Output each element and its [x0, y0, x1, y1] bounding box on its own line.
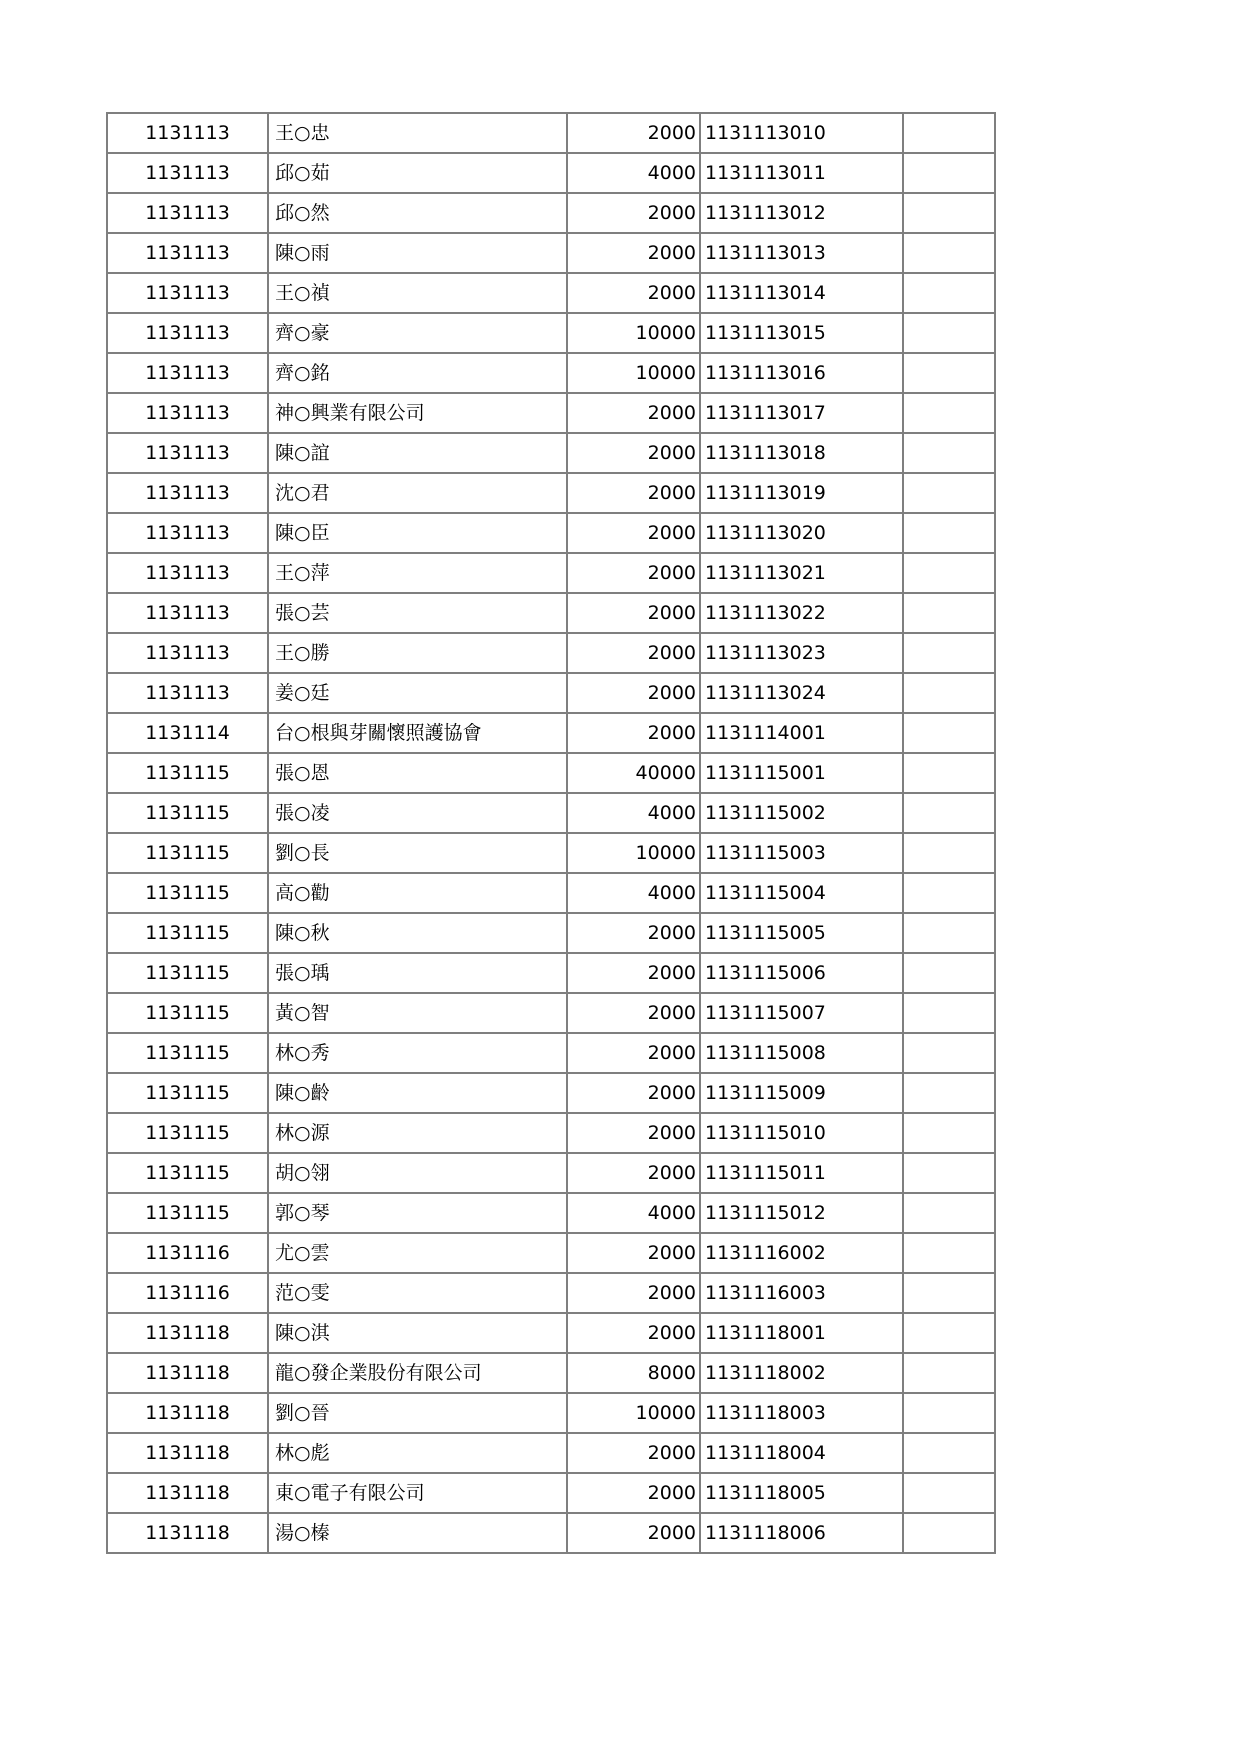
note-cell	[903, 1073, 995, 1113]
table-row	[107, 593, 995, 633]
donor-name-cell: 張○瑀	[268, 953, 567, 993]
donor-name-cell: 神○興業有限公司	[268, 393, 567, 433]
table-row	[107, 913, 995, 953]
receipt-number-cell: 1131115005	[700, 913, 903, 953]
note-cell	[903, 1153, 995, 1193]
table-row	[107, 633, 995, 673]
receipt-number-cell: 1131115012	[700, 1193, 903, 1233]
amount-cell: 4000	[567, 873, 700, 913]
amount-cell: 8000	[567, 1353, 700, 1393]
table-row	[107, 1353, 995, 1393]
note-cell	[903, 993, 995, 1033]
receipt-number-cell: 1131113024	[700, 673, 903, 713]
date-cell: 1131115	[107, 1153, 268, 1193]
date-cell: 1131113	[107, 193, 268, 233]
receipt-number-cell: 1131116003	[700, 1273, 903, 1313]
receipt-number-cell: 1131113013	[700, 233, 903, 273]
receipt-number-cell: 1131118002	[700, 1353, 903, 1393]
donor-name-cell: 陳○秋	[268, 913, 567, 953]
amount-cell: 2000	[567, 513, 700, 553]
date-cell: 1131115	[107, 913, 268, 953]
date-cell: 1131113	[107, 393, 268, 433]
donor-name-cell: 邱○然	[268, 193, 567, 233]
receipt-number-cell: 1131115007	[700, 993, 903, 1033]
donor-name-cell: 林○秀	[268, 1033, 567, 1073]
receipt-number-cell: 1131118003	[700, 1393, 903, 1433]
table-row	[107, 1473, 995, 1513]
table-row	[107, 993, 995, 1033]
table-row	[107, 1153, 995, 1193]
amount-cell: 2000	[567, 1273, 700, 1313]
date-cell: 1131118	[107, 1393, 268, 1433]
receipt-number-cell: 1131113010	[700, 113, 903, 153]
amount-cell: 2000	[567, 1473, 700, 1513]
donor-name-cell: 林○彪	[268, 1433, 567, 1473]
amount-cell: 2000	[567, 633, 700, 673]
receipt-number-cell: 1131113011	[700, 153, 903, 193]
donor-name-cell: 湯○榛	[268, 1513, 567, 1553]
donor-name-cell: 張○芸	[268, 593, 567, 633]
donor-name-cell: 陳○淇	[268, 1313, 567, 1353]
receipt-number-cell: 1131113022	[700, 593, 903, 633]
note-cell	[903, 753, 995, 793]
receipt-number-cell: 1131115008	[700, 1033, 903, 1073]
donor-name-cell: 沈○君	[268, 473, 567, 513]
note-cell	[903, 273, 995, 313]
table-row	[107, 1073, 995, 1113]
date-cell: 1131113	[107, 633, 268, 673]
table-row	[107, 1393, 995, 1433]
amount-cell: 2000	[567, 553, 700, 593]
note-cell	[903, 1433, 995, 1473]
donor-name-cell: 王○萍	[268, 553, 567, 593]
amount-cell: 4000	[567, 793, 700, 833]
amount-cell: 2000	[567, 1233, 700, 1273]
receipt-number-cell: 1131118001	[700, 1313, 903, 1353]
note-cell	[903, 233, 995, 273]
note-cell	[903, 1513, 995, 1553]
table-row	[107, 833, 995, 873]
receipt-number-cell: 1131118006	[700, 1513, 903, 1553]
note-cell	[903, 913, 995, 953]
note-cell	[903, 593, 995, 633]
receipt-number-cell: 1131115006	[700, 953, 903, 993]
date-cell: 1131113	[107, 433, 268, 473]
note-cell	[903, 1393, 995, 1433]
date-cell: 1131113	[107, 233, 268, 273]
note-cell	[903, 1473, 995, 1513]
table-row	[107, 273, 995, 313]
amount-cell: 2000	[567, 1033, 700, 1073]
amount-cell: 10000	[567, 833, 700, 873]
date-cell: 1131115	[107, 793, 268, 833]
date-cell: 1131113	[107, 593, 268, 633]
amount-cell: 2000	[567, 1153, 700, 1193]
table-row	[107, 953, 995, 993]
table-row	[107, 753, 995, 793]
amount-cell: 4000	[567, 1193, 700, 1233]
donor-name-cell: 黃○智	[268, 993, 567, 1033]
note-cell	[903, 833, 995, 873]
amount-cell: 2000	[567, 1313, 700, 1353]
note-cell	[903, 1273, 995, 1313]
note-cell	[903, 193, 995, 233]
date-cell: 1131118	[107, 1433, 268, 1473]
donor-name-cell: 陳○雨	[268, 233, 567, 273]
note-cell	[903, 153, 995, 193]
table-row	[107, 793, 995, 833]
amount-cell: 2000	[567, 913, 700, 953]
date-cell: 1131115	[107, 833, 268, 873]
donor-name-cell: 東○電子有限公司	[268, 1473, 567, 1513]
amount-cell: 10000	[567, 1393, 700, 1433]
note-cell	[903, 313, 995, 353]
donor-name-cell: 邱○茹	[268, 153, 567, 193]
date-cell: 1131118	[107, 1353, 268, 1393]
date-cell: 1131113	[107, 513, 268, 553]
amount-cell: 4000	[567, 153, 700, 193]
donor-name-cell: 陳○齡	[268, 1073, 567, 1113]
table-row	[107, 713, 995, 753]
receipt-number-cell: 1131113023	[700, 633, 903, 673]
date-cell: 1131113	[107, 153, 268, 193]
donor-name-cell: 林○源	[268, 1113, 567, 1153]
table-row	[107, 233, 995, 273]
amount-cell: 10000	[567, 313, 700, 353]
date-cell: 1131113	[107, 673, 268, 713]
table-row	[107, 553, 995, 593]
note-cell	[903, 553, 995, 593]
date-cell: 1131113	[107, 553, 268, 593]
amount-cell: 2000	[567, 1433, 700, 1473]
donor-name-cell: 王○勝	[268, 633, 567, 673]
receipt-number-cell: 1131113019	[700, 473, 903, 513]
donor-name-cell: 張○凌	[268, 793, 567, 833]
receipt-number-cell: 1131115010	[700, 1113, 903, 1153]
amount-cell: 2000	[567, 193, 700, 233]
donor-name-cell: 王○禎	[268, 273, 567, 313]
receipt-number-cell: 1131113015	[700, 313, 903, 353]
date-cell: 1131113	[107, 273, 268, 313]
amount-cell: 2000	[567, 273, 700, 313]
receipt-number-cell: 1131113012	[700, 193, 903, 233]
receipt-number-cell: 1131116002	[700, 1233, 903, 1273]
table-row	[107, 353, 995, 393]
table-row	[107, 393, 995, 433]
table-row	[107, 873, 995, 913]
table-row	[107, 153, 995, 193]
date-cell: 1131115	[107, 953, 268, 993]
donor-name-cell: 姜○廷	[268, 673, 567, 713]
receipt-number-cell: 1131115009	[700, 1073, 903, 1113]
amount-cell: 2000	[567, 393, 700, 433]
amount-cell: 2000	[567, 433, 700, 473]
amount-cell: 40000	[567, 753, 700, 793]
donor-name-cell: 台○根與芽關懷照護協會	[268, 713, 567, 753]
receipt-number-cell: 1131113014	[700, 273, 903, 313]
donation-table	[106, 112, 996, 1554]
date-cell: 1131116	[107, 1233, 268, 1273]
note-cell	[903, 1033, 995, 1073]
note-cell	[903, 513, 995, 553]
table-row	[107, 473, 995, 513]
note-cell	[903, 713, 995, 753]
receipt-number-cell: 1131115003	[700, 833, 903, 873]
table-row	[107, 1513, 995, 1553]
table-row	[107, 513, 995, 553]
receipt-number-cell: 1131113017	[700, 393, 903, 433]
donor-name-cell: 胡○翎	[268, 1153, 567, 1193]
note-cell	[903, 1313, 995, 1353]
amount-cell: 2000	[567, 473, 700, 513]
receipt-number-cell: 1131113018	[700, 433, 903, 473]
note-cell	[903, 1193, 995, 1233]
amount-cell: 2000	[567, 1513, 700, 1553]
table-row	[107, 433, 995, 473]
donor-name-cell: 郭○琴	[268, 1193, 567, 1233]
note-cell	[903, 633, 995, 673]
note-cell	[903, 793, 995, 833]
table-row	[107, 673, 995, 713]
donor-name-cell: 齊○銘	[268, 353, 567, 393]
table-row	[107, 193, 995, 233]
donor-name-cell: 齊○豪	[268, 313, 567, 353]
table-row	[107, 1193, 995, 1233]
note-cell	[903, 873, 995, 913]
donor-name-cell: 陳○臣	[268, 513, 567, 553]
amount-cell: 10000	[567, 353, 700, 393]
date-cell: 1131118	[107, 1313, 268, 1353]
amount-cell: 2000	[567, 993, 700, 1033]
date-cell: 1131115	[107, 993, 268, 1033]
note-cell	[903, 1353, 995, 1393]
receipt-number-cell: 1131115011	[700, 1153, 903, 1193]
table-row	[107, 1113, 995, 1153]
donor-name-cell: 高○勸	[268, 873, 567, 913]
receipt-number-cell: 1131113021	[700, 553, 903, 593]
table-row	[107, 113, 995, 153]
amount-cell: 2000	[567, 713, 700, 753]
note-cell	[903, 113, 995, 153]
date-cell: 1131113	[107, 473, 268, 513]
note-cell	[903, 433, 995, 473]
donor-name-cell: 劉○長	[268, 833, 567, 873]
receipt-number-cell: 1131115004	[700, 873, 903, 913]
date-cell: 1131113	[107, 353, 268, 393]
receipt-number-cell: 1131113020	[700, 513, 903, 553]
date-cell: 1131116	[107, 1273, 268, 1313]
receipt-number-cell: 1131115001	[700, 753, 903, 793]
donor-name-cell: 陳○誼	[268, 433, 567, 473]
donor-name-cell: 劉○晉	[268, 1393, 567, 1433]
date-cell: 1131115	[107, 1113, 268, 1153]
date-cell: 1131115	[107, 1193, 268, 1233]
table-row	[107, 1433, 995, 1473]
date-cell: 1131115	[107, 753, 268, 793]
amount-cell: 2000	[567, 113, 700, 153]
date-cell: 1131115	[107, 1033, 268, 1073]
date-cell: 1131118	[107, 1513, 268, 1553]
date-cell: 1131114	[107, 713, 268, 753]
table-row	[107, 1273, 995, 1313]
amount-cell: 2000	[567, 673, 700, 713]
note-cell	[903, 353, 995, 393]
table-row	[107, 1233, 995, 1273]
amount-cell: 2000	[567, 1113, 700, 1153]
note-cell	[903, 393, 995, 433]
donor-name-cell: 尤○雲	[268, 1233, 567, 1273]
table-body	[107, 113, 995, 1553]
note-cell	[903, 1233, 995, 1273]
amount-cell: 2000	[567, 953, 700, 993]
date-cell: 1131113	[107, 313, 268, 353]
donor-name-cell: 張○恩	[268, 753, 567, 793]
note-cell	[903, 473, 995, 513]
date-cell: 1131118	[107, 1473, 268, 1513]
table-row	[107, 1033, 995, 1073]
table-row	[107, 1313, 995, 1353]
amount-cell: 2000	[567, 233, 700, 273]
receipt-number-cell: 1131118005	[700, 1473, 903, 1513]
receipt-number-cell: 1131114001	[700, 713, 903, 753]
receipt-number-cell: 1131113016	[700, 353, 903, 393]
receipt-number-cell: 1131115002	[700, 793, 903, 833]
note-cell	[903, 1113, 995, 1153]
note-cell	[903, 953, 995, 993]
amount-cell: 2000	[567, 593, 700, 633]
donor-name-cell: 范○雯	[268, 1273, 567, 1313]
date-cell: 1131115	[107, 1073, 268, 1113]
note-cell	[903, 673, 995, 713]
date-cell: 1131113	[107, 113, 268, 153]
donor-name-cell: 龍○發企業股份有限公司	[268, 1353, 567, 1393]
donor-name-cell: 王○忠	[268, 113, 567, 153]
date-cell: 1131115	[107, 873, 268, 913]
amount-cell: 2000	[567, 1073, 700, 1113]
table-row	[107, 313, 995, 353]
receipt-number-cell: 1131118004	[700, 1433, 903, 1473]
